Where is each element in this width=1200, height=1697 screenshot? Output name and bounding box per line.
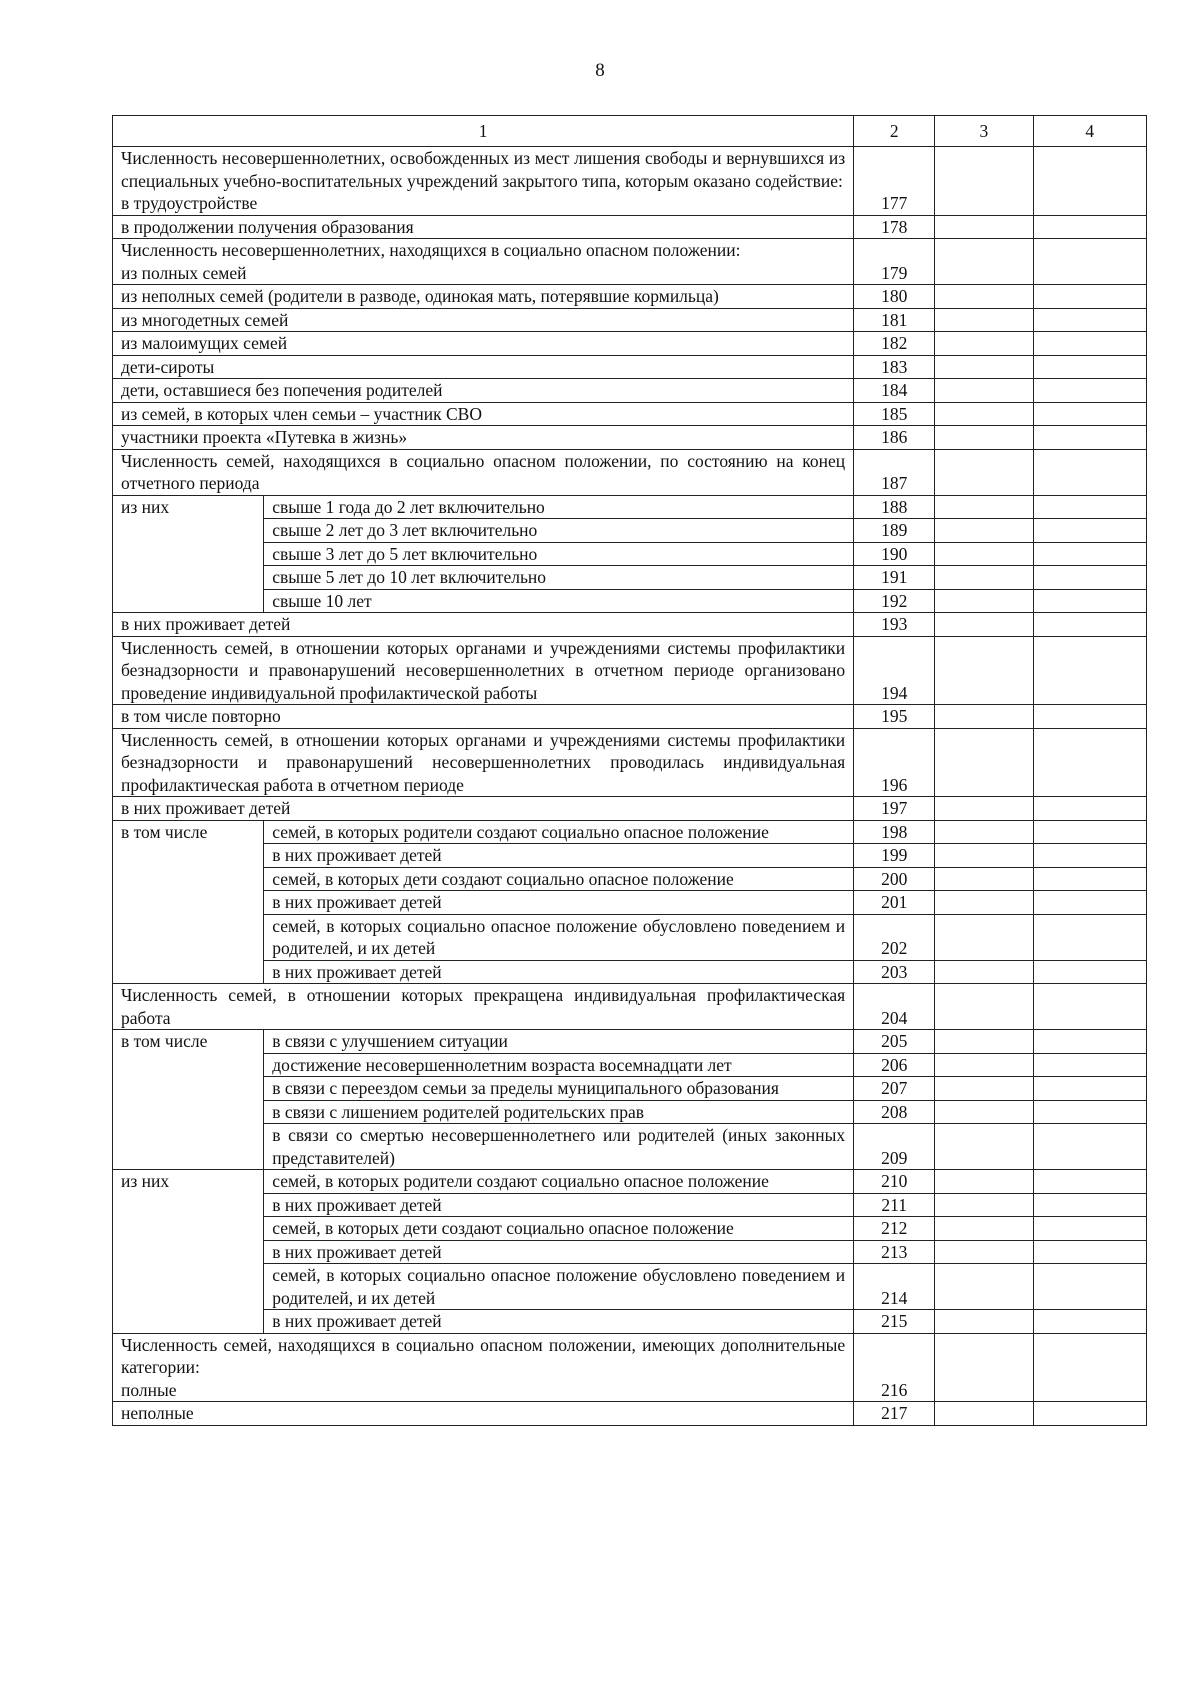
row-code: 214: [854, 1264, 935, 1310]
value-cell-col-3[interactable]: [935, 495, 1033, 519]
table-row: [113, 239, 1147, 285]
table-row: [113, 914, 1147, 960]
row-description: из семей, в которых член семьи – участник СВО: [113, 402, 854, 426]
table-row: [113, 1077, 1147, 1101]
value-cell-col-3[interactable]: [935, 1100, 1033, 1124]
row-subitem-description: в них проживает детей: [264, 1193, 854, 1217]
value-cell-col-4[interactable]: [1033, 566, 1146, 590]
table-row: [113, 566, 1147, 590]
value-cell-col-3[interactable]: [935, 1333, 1033, 1402]
value-cell-col-3[interactable]: [935, 1053, 1033, 1077]
value-cell-col-3[interactable]: [935, 215, 1033, 239]
group-label: в том числе: [113, 1030, 264, 1170]
table-row: [113, 308, 1147, 332]
value-cell-col-3[interactable]: [935, 1170, 1033, 1194]
row-code: 216: [854, 1333, 935, 1402]
row-code: 192: [854, 589, 935, 613]
value-cell-col-3[interactable]: [935, 1124, 1033, 1170]
row-subitem-description: семей, в которых родители создают социально опасное положение: [264, 1170, 854, 1194]
value-cell-col-4[interactable]: [1033, 308, 1146, 332]
value-cell-col-3[interactable]: [935, 426, 1033, 450]
table-row: [113, 215, 1147, 239]
table-row: [113, 844, 1147, 868]
row-description: из неполных семей (родители в разводе, одинокая мать, потерявшие кормильца): [113, 285, 854, 309]
table-row: [113, 728, 1147, 797]
value-cell-col-3[interactable]: [935, 1193, 1033, 1217]
row-description: Численность семей, в отношении которых органами и учреждениями системы профилактики безнадзорности и правонарушений несовершеннолетних проводилась индивидуальная профилактическая работа в отчетном периоде: [113, 728, 854, 797]
table-row: [113, 1217, 1147, 1241]
table-row: [113, 1030, 1147, 1054]
value-cell-col-4[interactable]: [1033, 1100, 1146, 1124]
value-cell-col-4[interactable]: [1033, 705, 1146, 729]
value-cell-col-3[interactable]: [935, 332, 1033, 356]
value-cell-col-4[interactable]: [1033, 1077, 1146, 1101]
row-description: дети, оставшиеся без попечения родителей: [113, 379, 854, 403]
row-subitem-description: свыше 3 лет до 5 лет включительно: [264, 542, 854, 566]
value-cell-col-3[interactable]: [935, 984, 1033, 1030]
row-code: 202: [854, 914, 935, 960]
value-cell-col-4[interactable]: [1033, 542, 1146, 566]
value-cell-col-3[interactable]: [935, 728, 1033, 797]
table-row: [113, 379, 1147, 403]
header-col-4: 4: [1033, 116, 1146, 147]
row-code: 213: [854, 1240, 935, 1264]
table-row: [113, 636, 1147, 705]
table-row: [113, 797, 1147, 821]
row-subitem-description: в них проживает детей: [264, 1240, 854, 1264]
table-row: [113, 891, 1147, 915]
row-code: 212: [854, 1217, 935, 1241]
value-cell-col-3[interactable]: [935, 147, 1033, 216]
row-code: 186: [854, 426, 935, 450]
value-cell-col-3[interactable]: [935, 820, 1033, 844]
value-cell-col-4[interactable]: [1033, 449, 1146, 495]
value-cell-col-4[interactable]: [1033, 867, 1146, 891]
value-cell-col-3[interactable]: [935, 542, 1033, 566]
value-cell-col-4[interactable]: [1033, 285, 1146, 309]
row-subitem-description: свыше 5 лет до 10 лет включительно: [264, 566, 854, 590]
table-row: [113, 355, 1147, 379]
value-cell-col-4[interactable]: [1033, 1170, 1146, 1194]
row-code: 210: [854, 1170, 935, 1194]
row-description: Численность несовершеннолетних, освобожденных из мест лишения свободы и вернувшихся из специальных учебно-воспитательных учреждений закрытого типа, которым оказано содействие: в трудоустройстве: [113, 147, 854, 216]
table-row: [113, 495, 1147, 519]
value-cell-col-3[interactable]: [935, 239, 1033, 285]
table-row: [113, 867, 1147, 891]
row-code: 187: [854, 449, 935, 495]
value-cell-col-4[interactable]: [1033, 1310, 1146, 1334]
table-row: [113, 1333, 1147, 1402]
table-row: [113, 984, 1147, 1030]
row-code: 209: [854, 1124, 935, 1170]
table-row: [113, 960, 1147, 984]
value-cell-col-3[interactable]: [935, 1077, 1033, 1101]
table-row: [113, 705, 1147, 729]
row-subitem-description: достижение несовершеннолетним возраста восемнадцати лет: [264, 1053, 854, 1077]
row-description: неполные: [113, 1402, 854, 1426]
table-row: [113, 332, 1147, 356]
header-row: [113, 116, 1147, 147]
value-cell-col-3[interactable]: [935, 960, 1033, 984]
header-col-3: 3: [935, 116, 1033, 147]
value-cell-col-4[interactable]: [1033, 589, 1146, 613]
report-table: [112, 115, 1147, 1426]
row-code: 204: [854, 984, 935, 1030]
value-cell-col-4[interactable]: [1033, 960, 1146, 984]
value-cell-col-3[interactable]: [935, 449, 1033, 495]
value-cell-col-3[interactable]: [935, 891, 1033, 915]
value-cell-col-4[interactable]: [1033, 820, 1146, 844]
value-cell-col-4[interactable]: [1033, 844, 1146, 868]
value-cell-col-4[interactable]: [1033, 495, 1146, 519]
value-cell-col-4[interactable]: [1033, 1124, 1146, 1170]
row-code: 207: [854, 1077, 935, 1101]
table-row: [113, 613, 1147, 637]
value-cell-col-3[interactable]: [935, 1030, 1033, 1054]
value-cell-col-3[interactable]: [935, 589, 1033, 613]
table-body: [113, 147, 1147, 1426]
row-code: 182: [854, 332, 935, 356]
value-cell-col-4[interactable]: [1033, 636, 1146, 705]
row-code: 180: [854, 285, 935, 309]
table-row: [113, 820, 1147, 844]
row-subitem-description: свыше 2 лет до 3 лет включительно: [264, 519, 854, 543]
value-cell-col-4[interactable]: [1033, 1030, 1146, 1054]
value-cell-col-4[interactable]: [1033, 1402, 1146, 1426]
row-code: 178: [854, 215, 935, 239]
row-code: 198: [854, 820, 935, 844]
row-code: 197: [854, 797, 935, 821]
value-cell-col-3[interactable]: [935, 797, 1033, 821]
value-cell-col-3[interactable]: [935, 355, 1033, 379]
row-description: в продолжении получения образования: [113, 215, 854, 239]
value-cell-col-3[interactable]: [935, 705, 1033, 729]
value-cell-col-3[interactable]: [935, 566, 1033, 590]
value-cell-col-4[interactable]: [1033, 1193, 1146, 1217]
row-code: 183: [854, 355, 935, 379]
row-code: 193: [854, 613, 935, 637]
row-description: из малоимущих семей: [113, 332, 854, 356]
row-code: 196: [854, 728, 935, 797]
row-subitem-description: семей, в которых социально опасное положение обусловлено поведением и родителей, и их детей: [264, 1264, 854, 1310]
row-code: 191: [854, 566, 935, 590]
row-code: 208: [854, 1100, 935, 1124]
value-cell-col-4[interactable]: [1033, 1264, 1146, 1310]
row-subitem-description: в них проживает детей: [264, 960, 854, 984]
row-description: в них проживает детей: [113, 797, 854, 821]
value-cell-col-3[interactable]: [935, 867, 1033, 891]
table-row: [113, 542, 1147, 566]
value-cell-col-4[interactable]: [1033, 519, 1146, 543]
row-description: дети-сироты: [113, 355, 854, 379]
row-code: 188: [854, 495, 935, 519]
value-cell-col-3[interactable]: [935, 285, 1033, 309]
row-code: 177: [854, 147, 935, 216]
row-code: 215: [854, 1310, 935, 1334]
row-code: 195: [854, 705, 935, 729]
value-cell-col-4[interactable]: [1033, 613, 1146, 637]
value-cell-col-4[interactable]: [1033, 355, 1146, 379]
page-number: 8: [595, 60, 605, 81]
table-row: [113, 147, 1147, 216]
row-description: в них проживает детей: [113, 613, 854, 637]
row-code: 199: [854, 844, 935, 868]
row-code: 201: [854, 891, 935, 915]
row-code: 181: [854, 308, 935, 332]
row-subitem-description: семей, в которых родители создают социально опасное положение: [264, 820, 854, 844]
row-code: 211: [854, 1193, 935, 1217]
row-description: Численность семей, в отношении которых органами и учреждениями системы профилактики безнадзорности и правонарушений несовершеннолетних в отчетном периоде организовано проведение индивидуальной профилактической работы: [113, 636, 854, 705]
table-row: [113, 1053, 1147, 1077]
value-cell-col-4[interactable]: [1033, 1333, 1146, 1402]
table-row: [113, 1402, 1147, 1426]
table-row: [113, 1264, 1147, 1310]
row-code: 206: [854, 1053, 935, 1077]
table-row: [113, 1170, 1147, 1194]
row-description: Численность семей, находящихся в социально опасном положении, по состоянию на конец отчетного периода: [113, 449, 854, 495]
value-cell-col-4[interactable]: [1033, 215, 1146, 239]
value-cell-col-4[interactable]: [1033, 1217, 1146, 1241]
table-row: [113, 519, 1147, 543]
value-cell-col-4[interactable]: [1033, 402, 1146, 426]
row-subitem-description: семей, в которых дети создают социально опасное положение: [264, 867, 854, 891]
value-cell-col-3[interactable]: [935, 1310, 1033, 1334]
row-code: 179: [854, 239, 935, 285]
table-row: [113, 589, 1147, 613]
row-description: Численность семей, находящихся в социально опасном положении, имеющих дополнительные категории: полные: [113, 1333, 854, 1402]
row-subitem-description: в них проживает детей: [264, 891, 854, 915]
value-cell-col-3[interactable]: [935, 1264, 1033, 1310]
value-cell-col-3[interactable]: [935, 914, 1033, 960]
value-cell-col-4[interactable]: [1033, 1240, 1146, 1264]
value-cell-col-3[interactable]: [935, 1402, 1033, 1426]
value-cell-col-4[interactable]: [1033, 728, 1146, 797]
value-cell-col-4[interactable]: [1033, 332, 1146, 356]
table-row: [113, 1100, 1147, 1124]
row-description: Численность несовершеннолетних, находящихся в социально опасном положении: из полных семей: [113, 239, 854, 285]
row-subitem-description: в них проживает детей: [264, 844, 854, 868]
row-subitem-description: семей, в которых дети создают социально опасное положение: [264, 1217, 854, 1241]
value-cell-col-3[interactable]: [935, 636, 1033, 705]
row-description: Численность семей, в отношении которых прекращена индивидуальная профилактическая работа: [113, 984, 854, 1030]
header-col-2: 2: [854, 116, 935, 147]
row-subitem-description: в связи с улучшением ситуации: [264, 1030, 854, 1054]
group-label: из них: [113, 1170, 264, 1334]
row-subitem-description: в связи с лишением родителей родительских прав: [264, 1100, 854, 1124]
value-cell-col-4[interactable]: [1033, 984, 1146, 1030]
value-cell-col-3[interactable]: [935, 308, 1033, 332]
row-subitem-description: в них проживает детей: [264, 1310, 854, 1334]
row-code: 203: [854, 960, 935, 984]
row-description: из многодетных семей: [113, 308, 854, 332]
table-row: [113, 402, 1147, 426]
value-cell-col-3[interactable]: [935, 1240, 1033, 1264]
row-code: 185: [854, 402, 935, 426]
table-row: [113, 1193, 1147, 1217]
group-label: в том числе: [113, 820, 264, 984]
value-cell-col-3[interactable]: [935, 613, 1033, 637]
row-code: 184: [854, 379, 935, 403]
row-subitem-description: свыше 1 года до 2 лет включительно: [264, 495, 854, 519]
row-code: 205: [854, 1030, 935, 1054]
table-row: [113, 449, 1147, 495]
row-code: 217: [854, 1402, 935, 1426]
row-code: 194: [854, 636, 935, 705]
value-cell-col-4[interactable]: [1033, 379, 1146, 403]
value-cell-col-3[interactable]: [935, 519, 1033, 543]
value-cell-col-4[interactable]: [1033, 147, 1146, 216]
value-cell-col-4[interactable]: [1033, 891, 1146, 915]
value-cell-col-4[interactable]: [1033, 1053, 1146, 1077]
table-row: [113, 426, 1147, 450]
row-subitem-description: в связи со смертью несовершеннолетнего или родителей (иных законных представителей): [264, 1124, 854, 1170]
row-code: 189: [854, 519, 935, 543]
table-row: [113, 1240, 1147, 1264]
row-subitem-description: свыше 10 лет: [264, 589, 854, 613]
value-cell-col-3[interactable]: [935, 379, 1033, 403]
row-subitem-description: в связи с переездом семьи за пределы муниципального образования: [264, 1077, 854, 1101]
table-row: [113, 285, 1147, 309]
row-code: 200: [854, 867, 935, 891]
value-cell-col-3[interactable]: [935, 402, 1033, 426]
value-cell-col-4[interactable]: [1033, 426, 1146, 450]
group-label: из них: [113, 495, 264, 613]
row-subitem-description: семей, в которых социально опасное положение обусловлено поведением и родителей, и их детей: [264, 914, 854, 960]
value-cell-col-4[interactable]: [1033, 797, 1146, 821]
row-description: в том числе повторно: [113, 705, 854, 729]
row-description: участники проекта «Путевка в жизнь»: [113, 426, 854, 450]
table-row: [113, 1124, 1147, 1170]
value-cell-col-3[interactable]: [935, 1217, 1033, 1241]
table-row: [113, 1310, 1147, 1334]
row-code: 190: [854, 542, 935, 566]
header-col-1: 1: [113, 116, 854, 147]
value-cell-col-4[interactable]: [1033, 239, 1146, 285]
value-cell-col-4[interactable]: [1033, 914, 1146, 960]
value-cell-col-3[interactable]: [935, 844, 1033, 868]
